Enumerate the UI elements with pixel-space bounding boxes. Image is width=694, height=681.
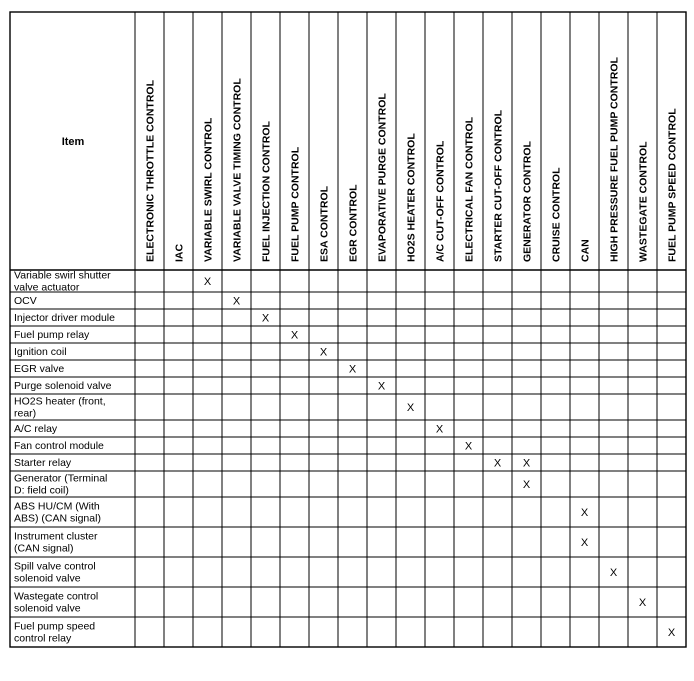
row-label: Purge solenoid valve bbox=[14, 380, 112, 392]
column-header: HO2S HEATER CONTROL bbox=[405, 133, 418, 262]
row-label: A/C relay bbox=[14, 423, 58, 435]
x-mark: X bbox=[261, 312, 270, 325]
x-mark: X bbox=[406, 402, 415, 414]
row-label: valve actuator bbox=[14, 281, 80, 294]
column-header: A/C CUT-OFF CONTROL bbox=[434, 140, 447, 262]
column-header: ELECTRICAL FAN CONTROL bbox=[463, 116, 476, 262]
row-label: ABS) (CAN signal) bbox=[14, 512, 101, 525]
x-mark: X bbox=[522, 479, 531, 491]
x-mark: X bbox=[493, 457, 502, 470]
x-mark: X bbox=[203, 276, 212, 288]
control-column-headers bbox=[145, 56, 679, 262]
column-header: FUEL PUMP CONTROL bbox=[289, 146, 302, 262]
column-header: CAN bbox=[579, 239, 592, 262]
row-label: Variable swirl shutter bbox=[14, 269, 111, 282]
column-header: FUEL PUMP SPEED CONTROL bbox=[666, 108, 679, 262]
row-label: Injector driver module bbox=[14, 312, 115, 324]
x-mark: X bbox=[319, 346, 328, 359]
row-label: solenoid valve bbox=[14, 572, 81, 585]
x-mark: X bbox=[290, 329, 299, 342]
x-mark: X bbox=[435, 423, 444, 436]
row-label: Fuel pump relay bbox=[14, 329, 90, 341]
x-mark: X bbox=[232, 295, 241, 308]
x-mark: X bbox=[522, 457, 531, 470]
row-label: HO2S heater (front, bbox=[14, 395, 106, 408]
column-header: VARIABLE SWIRL CONTROL bbox=[202, 117, 215, 262]
row-label: Instrument cluster bbox=[14, 530, 98, 543]
row-label: Fuel pump speed bbox=[14, 620, 96, 633]
item-column-header: Item bbox=[61, 136, 85, 148]
row-label: Wastegate control bbox=[14, 590, 99, 603]
x-mark: X bbox=[464, 440, 473, 453]
column-header: IAC bbox=[173, 243, 186, 262]
row-label: Fan control module bbox=[14, 440, 104, 452]
column-header: EGR CONTROL bbox=[347, 184, 360, 262]
column-header: WASTEGATE CONTROL bbox=[637, 141, 650, 262]
column-header: GENERATOR CONTROL bbox=[521, 141, 534, 262]
table-border bbox=[10, 12, 686, 647]
column-header: ELECTRONIC THROTTLE CONTROL bbox=[144, 80, 157, 262]
row-label: OCV bbox=[14, 295, 37, 307]
row-label: rear) bbox=[14, 407, 37, 420]
x-mark: X bbox=[348, 363, 357, 376]
row-label: Spill valve control bbox=[14, 560, 96, 573]
check-marks bbox=[204, 276, 676, 639]
x-mark: X bbox=[580, 507, 589, 519]
column-header: EVAPORATIVE PURGE CONTROL bbox=[376, 93, 389, 262]
column-header: CRUISE CONTROL bbox=[550, 167, 563, 262]
x-mark: X bbox=[667, 627, 676, 639]
row-label: EGR valve bbox=[14, 363, 65, 375]
row-label: solenoid valve bbox=[14, 602, 81, 615]
row-label: (CAN signal) bbox=[14, 542, 74, 555]
x-mark: X bbox=[609, 567, 618, 579]
column-header: VARIABLE VALVE TIMING CONTROL bbox=[231, 78, 244, 262]
row-label: control relay bbox=[14, 632, 72, 645]
row-label: D: field coil) bbox=[14, 484, 69, 497]
row-label: Ignition coil bbox=[14, 346, 67, 358]
row-label: Generator (Terminal bbox=[14, 472, 108, 485]
row-label: Starter relay bbox=[14, 457, 72, 469]
row-label: ABS HU/CM (With bbox=[14, 500, 100, 513]
column-header: FUEL INJECTION CONTROL bbox=[260, 121, 273, 262]
x-mark: X bbox=[377, 380, 386, 393]
column-header: HIGH PRESSURE FUEL PUMP CONTROL bbox=[608, 57, 621, 262]
column-header: STARTER CUT-OFF CONTROL bbox=[492, 109, 505, 262]
column-header: ESA CONTROL bbox=[318, 185, 331, 262]
x-mark: X bbox=[638, 597, 647, 609]
x-mark: X bbox=[580, 537, 589, 549]
